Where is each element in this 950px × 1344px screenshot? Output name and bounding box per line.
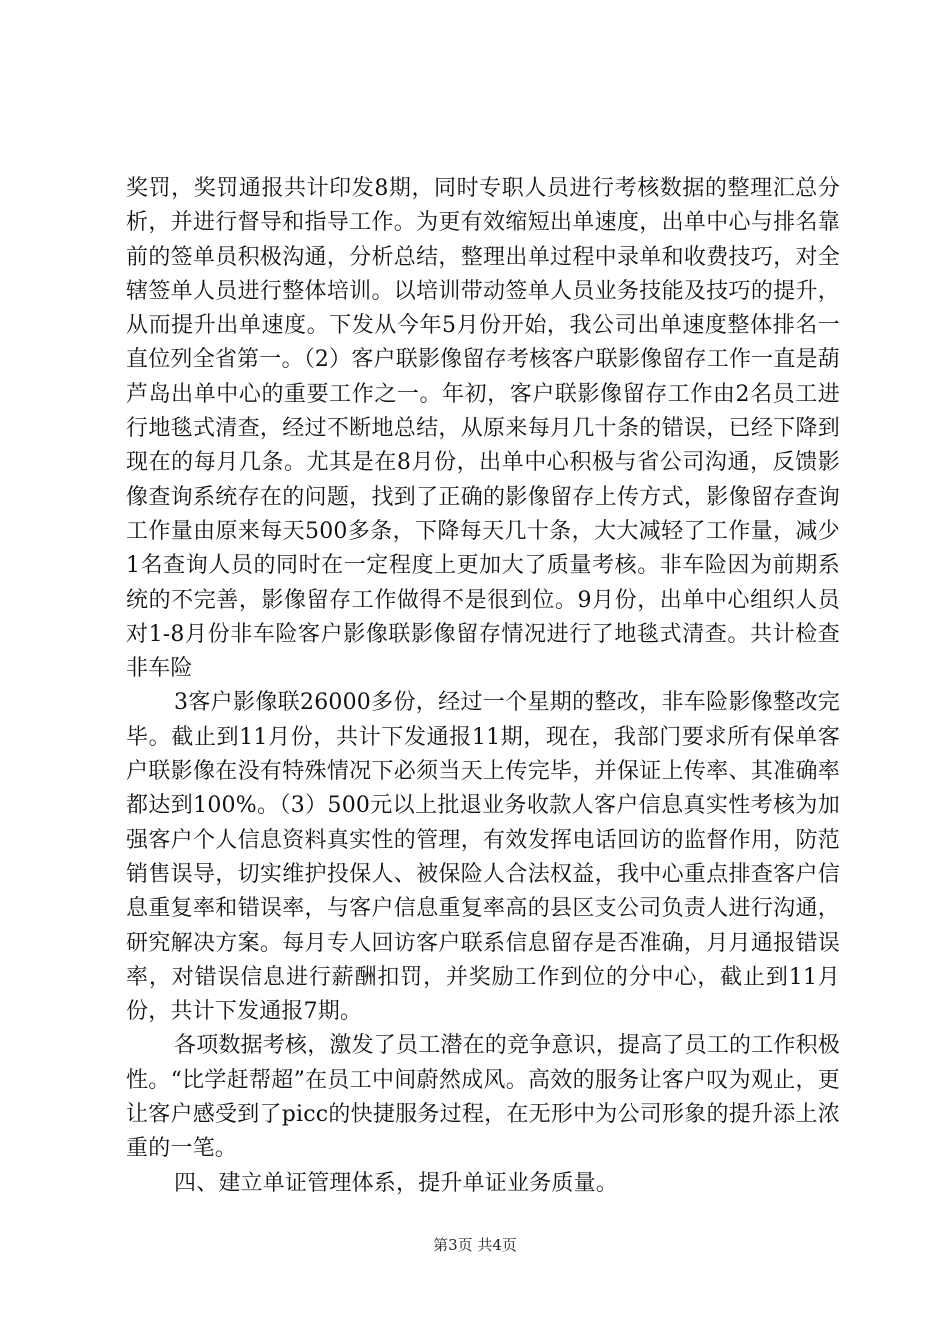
body-paragraph-2: 3客户影像联26000多份，经过一个星期的整改，非车险影像整改完毕。截止到11月份，共计下发通报11期，现在，我部门要求所有保单客户联影像在没有特殊情况下必须当天上传完毕，并保证上传率、其准确率都达到100%。（3）500元以上批退业务收款人客户信息真实性考核为加强客户个人信息资料真实性的管理，有效发挥电话回访的监督作用，防范销售误导，切实维护投保人、被保险人合法权益，我中心重点排查客户信息重复率和错误率，与客户信息重复率高的县区支公司负责人进行沟通，研究解决方案。每月专人回访客户联系信息留存是否准确，月月通报错误率，对错误信息进行薪酬扣罚，并奖励工作到位的分中心，截止到11月份，共计下发通报7期。	[126, 690, 840, 1025]
page-number-footer: 第3页 共4页	[433, 1236, 517, 1254]
document-body	[126, 172, 840, 1201]
body-paragraph-1: 奖罚，奖罚通报共计印发8期，同时专职人员进行考核数据的整理汇总分析，并进行督导和指导工作。为更有效缩短出单速度，出单中心与排名靠前的签单员积极沟通，分析总结，整理出单过程中录单和收费技巧，对全辖签单人员进行整体培训。以培训带动签单人员业务技能及技巧的提升，从而提升出单速度。下发从今年5月份开始，我公司出单速度整体排名一直位列全省第一。（2）客户联影像留存考核客户联影像留存工作一直是葫芦岛出单中心的重要工作之一。年初，客户联影像留存工作由2名员工进行地毯式清查，经过不断地总结，从原来每月几十条的错误，已经下降到现在的每月几条。尤其是在8月份，出单中心积极与省公司沟通，反馈影像查询系统存在的问题，找到了正确的影像留存上传方式，影像留存查询工作量由原来每天500多条，下降每天几十条，大大减轻了工作量，减少1名查询人员的同时在一定程度上更加大了质量考核。非车险因为前期系统的不完善，影像留存工作做得不是很到位。9月份，出单中心组织人员对1-8月份非车险客户影像联影像留存情况进行了地毯式清查。共计检查非车险	[126, 176, 840, 682]
section-heading: 四、建立单证管理体系，提升单证业务质量。	[174, 1170, 619, 1196]
body-paragraph-3: 各项数据考核，激发了员工潜在的竞争意识，提高了员工的工作积极性。“比学赶帮超”在员工中间蔚然成风。高效的服务让客户叹为观止，更让客户感受到了picc的快捷服务过程，在无形中为公司形象的提升添上浓重的一笔。	[126, 1033, 841, 1162]
